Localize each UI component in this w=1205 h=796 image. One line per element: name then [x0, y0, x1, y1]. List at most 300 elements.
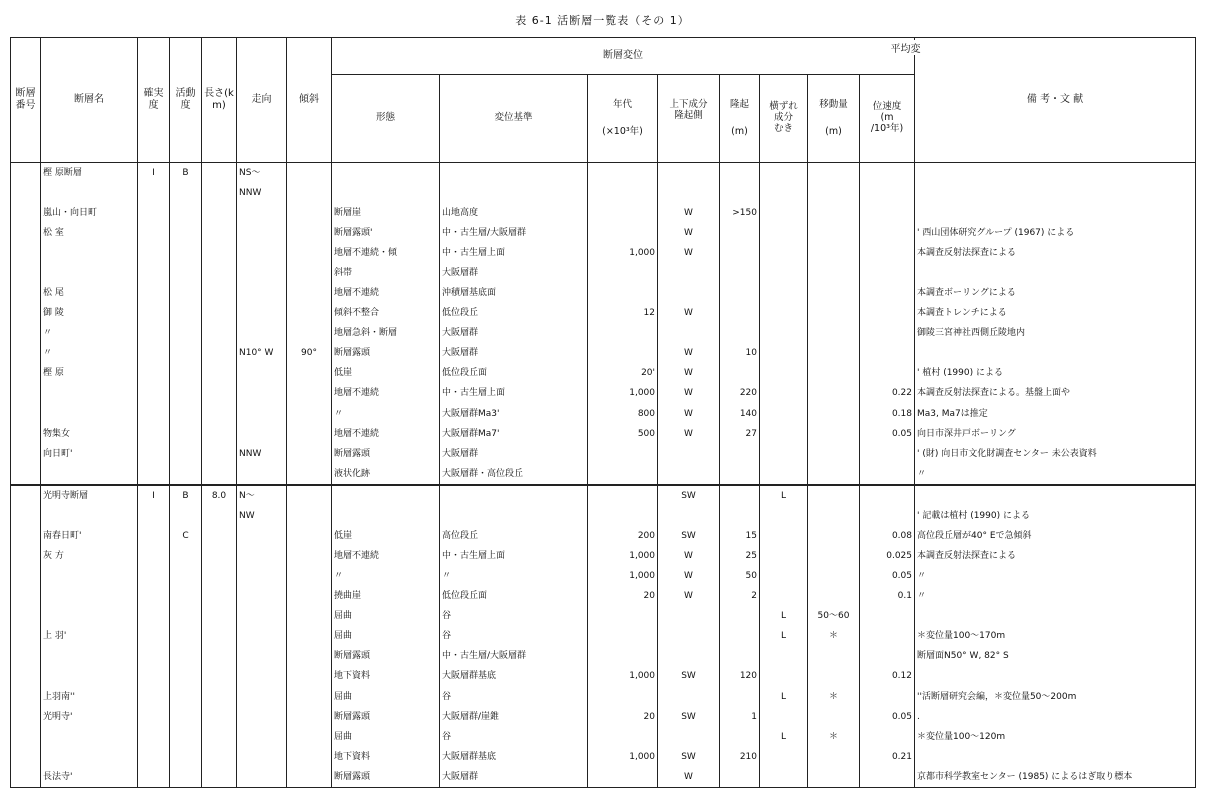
cell-form: 断層露頭 — [332, 343, 440, 363]
table-row — [11, 464, 1196, 485]
table-row — [11, 424, 1196, 444]
cell-uplift — [720, 767, 760, 788]
cell-certainty — [138, 243, 170, 263]
cell-uplift: 10 — [720, 343, 760, 363]
cell-age: 1,000 — [588, 747, 658, 767]
cell-movement — [808, 667, 860, 687]
cell-name — [41, 263, 138, 283]
cell-name: 灰 方 — [41, 546, 138, 566]
cell-uplift — [720, 647, 760, 667]
cell-vertical — [658, 606, 720, 626]
cell-basis — [440, 485, 588, 506]
cell-vertical: W — [658, 303, 720, 323]
table-row — [11, 667, 1196, 687]
header-lateral: 横ずれ 成分 むき — [760, 75, 808, 163]
cell-strike — [237, 767, 287, 788]
cell-length — [202, 647, 237, 667]
table-row — [11, 546, 1196, 566]
header-length: 長さ(km) — [202, 38, 237, 163]
cell-vertical: W — [658, 364, 720, 384]
table-row — [11, 404, 1196, 424]
cell-age — [588, 506, 658, 526]
cell-movement — [808, 747, 860, 767]
cell-strike — [237, 384, 287, 404]
cell-age: 20 — [588, 707, 658, 727]
table-row — [11, 384, 1196, 404]
cell-remarks — [915, 203, 1196, 223]
cell-name — [41, 566, 138, 586]
cell-name: 南春日町' — [41, 526, 138, 546]
cell-uplift: 140 — [720, 404, 760, 424]
cell-activity — [170, 506, 202, 526]
cell-lateral — [760, 183, 808, 203]
cell-dip — [287, 303, 332, 323]
cell-form: 傾斜不整合 — [332, 303, 440, 323]
cell-rate — [860, 767, 915, 788]
cell-length — [202, 464, 237, 485]
cell-no — [11, 424, 41, 444]
cell-no — [11, 687, 41, 707]
cell-activity — [170, 203, 202, 223]
cell-activity — [170, 586, 202, 606]
cell-rate — [860, 243, 915, 263]
cell-rate: 0.1 — [860, 586, 915, 606]
table-row — [11, 283, 1196, 303]
cell-age — [588, 162, 658, 183]
table-row — [11, 485, 1196, 506]
cell-no — [11, 364, 41, 384]
cell-strike — [237, 566, 287, 586]
cell-name: 光明寺断層 — [41, 485, 138, 506]
cell-remarks: ' 記載は植村 (1990) による — [915, 506, 1196, 526]
cell-name: 〃 — [41, 323, 138, 343]
cell-remarks — [915, 343, 1196, 363]
cell-certainty — [138, 263, 170, 283]
cell-lateral: L — [760, 485, 808, 506]
cell-uplift — [720, 303, 760, 323]
cell-activity — [170, 323, 202, 343]
cell-movement: ＊ — [808, 626, 860, 646]
cell-name — [41, 727, 138, 747]
cell-no — [11, 747, 41, 767]
table-row — [11, 767, 1196, 788]
cell-strike — [237, 404, 287, 424]
cell-basis: 大阪層群基底 — [440, 667, 588, 687]
header-activity: 活動度 — [170, 38, 202, 163]
cell-lateral — [760, 323, 808, 343]
cell-remarks — [915, 183, 1196, 203]
cell-length — [202, 727, 237, 747]
cell-lateral — [760, 546, 808, 566]
cell-age — [588, 485, 658, 506]
cell-movement: ＊ — [808, 687, 860, 707]
cell-lateral — [760, 586, 808, 606]
cell-uplift — [720, 364, 760, 384]
cell-vertical — [658, 687, 720, 707]
cell-activity — [170, 747, 202, 767]
cell-basis — [440, 162, 588, 183]
cell-name: 樫 原断層 — [41, 162, 138, 183]
cell-no — [11, 485, 41, 506]
cell-dip — [287, 606, 332, 626]
cell-form: 地下資料 — [332, 667, 440, 687]
cell-vertical: W — [658, 424, 720, 444]
cell-dip — [287, 384, 332, 404]
cell-no — [11, 343, 41, 363]
cell-form: 断層露頭 — [332, 647, 440, 667]
cell-basis: 大阪層群基底 — [440, 747, 588, 767]
cell-length — [202, 747, 237, 767]
cell-age — [588, 444, 658, 464]
cell-age: 1,000 — [588, 546, 658, 566]
cell-strike — [237, 364, 287, 384]
cell-strike — [237, 424, 287, 444]
cell-remarks: 御陵三宮神社西側丘陵地内 — [915, 323, 1196, 343]
cell-length — [202, 526, 237, 546]
cell-vertical: W — [658, 546, 720, 566]
cell-certainty — [138, 687, 170, 707]
cell-certainty — [138, 384, 170, 404]
cell-vertical — [658, 626, 720, 646]
cell-dip — [287, 526, 332, 546]
cell-vertical: W — [658, 384, 720, 404]
cell-strike: N～ — [237, 485, 287, 506]
cell-uplift: 220 — [720, 384, 760, 404]
cell-age — [588, 183, 658, 203]
table-row — [11, 162, 1196, 183]
cell-name: 長法寺' — [41, 767, 138, 788]
cell-activity — [170, 183, 202, 203]
cell-uplift — [720, 687, 760, 707]
cell-no — [11, 323, 41, 343]
cell-movement — [808, 566, 860, 586]
cell-form — [332, 506, 440, 526]
cell-no — [11, 626, 41, 646]
cell-lateral — [760, 707, 808, 727]
cell-strike: NNW — [237, 183, 287, 203]
cell-basis: 低位段丘面 — [440, 586, 588, 606]
cell-vertical: W — [658, 566, 720, 586]
cell-basis: 谷 — [440, 687, 588, 707]
cell-movement — [808, 647, 860, 667]
cell-lateral — [760, 263, 808, 283]
cell-vertical — [658, 444, 720, 464]
cell-movement — [808, 162, 860, 183]
cell-no — [11, 404, 41, 424]
cell-basis: 中・古生層上面 — [440, 546, 588, 566]
cell-certainty — [138, 667, 170, 687]
cell-dip — [287, 424, 332, 444]
cell-movement — [808, 364, 860, 384]
cell-uplift: 210 — [720, 747, 760, 767]
cell-activity — [170, 546, 202, 566]
cell-rate: 0.21 — [860, 747, 915, 767]
cell-age: 1,000 — [588, 243, 658, 263]
header-displacement: 断層変位 — [332, 38, 915, 75]
cell-vertical: W — [658, 343, 720, 363]
cell-activity — [170, 626, 202, 646]
cell-dip — [287, 626, 332, 646]
cell-certainty — [138, 464, 170, 485]
cell-form: 断層露頭 — [332, 767, 440, 788]
cell-rate — [860, 727, 915, 747]
cell-no — [11, 223, 41, 243]
cell-movement — [808, 526, 860, 546]
table-row — [11, 364, 1196, 384]
cell-strike — [237, 606, 287, 626]
cell-remarks — [915, 485, 1196, 506]
cell-lateral — [760, 364, 808, 384]
cell-rate: 0.05 — [860, 424, 915, 444]
cell-rate — [860, 223, 915, 243]
cell-basis: 大阪層群 — [440, 343, 588, 363]
cell-activity: B — [170, 162, 202, 183]
cell-name: 上 羽' — [41, 626, 138, 646]
cell-remarks: 〃 — [915, 464, 1196, 485]
table-row — [11, 444, 1196, 464]
cell-movement — [808, 586, 860, 606]
cell-dip — [287, 283, 332, 303]
cell-age: 800 — [588, 404, 658, 424]
cell-age — [588, 223, 658, 243]
cell-name — [41, 183, 138, 203]
cell-rate — [860, 506, 915, 526]
cell-lateral — [760, 223, 808, 243]
cell-rate — [860, 162, 915, 183]
cell-length — [202, 384, 237, 404]
cell-age: 1,000 — [588, 384, 658, 404]
cell-uplift: >150 — [720, 203, 760, 223]
cell-dip — [287, 464, 332, 485]
cell-strike: NW — [237, 506, 287, 526]
cell-strike — [237, 647, 287, 667]
cell-rate: 0.08 — [860, 526, 915, 546]
table-row — [11, 526, 1196, 546]
cell-lateral: L — [760, 687, 808, 707]
cell-length — [202, 546, 237, 566]
cell-name: 御 陵 — [41, 303, 138, 323]
cell-activity — [170, 566, 202, 586]
cell-lateral — [760, 667, 808, 687]
header-vertical: 上下成分 隆起側 — [658, 75, 720, 163]
cell-dip — [287, 747, 332, 767]
cell-age — [588, 687, 658, 707]
cell-form: 断層崖 — [332, 203, 440, 223]
cell-activity — [170, 303, 202, 323]
cell-vertical — [658, 283, 720, 303]
cell-movement — [808, 546, 860, 566]
cell-movement — [808, 343, 860, 363]
table-row — [11, 243, 1196, 263]
cell-strike: N10° W — [237, 343, 287, 363]
cell-strike — [237, 667, 287, 687]
cell-name — [41, 464, 138, 485]
cell-lateral — [760, 464, 808, 485]
cell-activity — [170, 364, 202, 384]
cell-form: 地下資料 — [332, 747, 440, 767]
cell-uplift — [720, 626, 760, 646]
cell-no — [11, 283, 41, 303]
cell-remarks: ＊変位量100～170m — [915, 626, 1196, 646]
cell-vertical: SW — [658, 526, 720, 546]
cell-rate: 0.05 — [860, 566, 915, 586]
cell-uplift — [720, 263, 760, 283]
cell-dip — [287, 647, 332, 667]
cell-uplift: 1 — [720, 707, 760, 727]
cell-no — [11, 183, 41, 203]
cell-rate — [860, 323, 915, 343]
cell-rate — [860, 687, 915, 707]
cell-uplift: 120 — [720, 667, 760, 687]
cell-dip — [287, 444, 332, 464]
cell-age — [588, 626, 658, 646]
table-row — [11, 647, 1196, 667]
cell-age: 1,000 — [588, 566, 658, 586]
cell-name — [41, 404, 138, 424]
table-row — [11, 626, 1196, 646]
cell-length — [202, 444, 237, 464]
cell-basis: 大阪層群 — [440, 444, 588, 464]
cell-remarks: Ma3, Ma7は推定 — [915, 404, 1196, 424]
cell-rate — [860, 183, 915, 203]
cell-vertical — [658, 464, 720, 485]
cell-strike — [237, 526, 287, 546]
cell-remarks: ' 植村 (1990) による — [915, 364, 1196, 384]
cell-length — [202, 162, 237, 183]
cell-basis: 中・古生層上面 — [440, 384, 588, 404]
cell-rate — [860, 263, 915, 283]
cell-strike: NNW — [237, 444, 287, 464]
cell-length — [202, 586, 237, 606]
cell-strike: NS～ — [237, 162, 287, 183]
cell-vertical: SW — [658, 707, 720, 727]
cell-no — [11, 162, 41, 183]
cell-name — [41, 243, 138, 263]
cell-certainty — [138, 404, 170, 424]
cell-movement: ＊ — [808, 727, 860, 747]
cell-dip — [287, 223, 332, 243]
cell-lateral — [760, 767, 808, 788]
cell-strike — [237, 283, 287, 303]
cell-length — [202, 404, 237, 424]
header-basis: 変位基準 — [440, 75, 588, 163]
cell-age: 200 — [588, 526, 658, 546]
cell-remarks: ' 西山団体研究グループ (1967) による — [915, 223, 1196, 243]
header-dip: 傾斜 — [287, 38, 332, 163]
cell-rate — [860, 364, 915, 384]
cell-uplift — [720, 183, 760, 203]
cell-vertical: W — [658, 223, 720, 243]
cell-form: 断層露頭 — [332, 444, 440, 464]
cell-form: 地層不連続 — [332, 546, 440, 566]
header-strike: 走向 — [237, 38, 287, 163]
cell-lateral — [760, 526, 808, 546]
cell-dip — [287, 485, 332, 506]
cell-activity — [170, 667, 202, 687]
cell-age: 20 — [588, 586, 658, 606]
cell-name: 〃 — [41, 343, 138, 363]
cell-vertical: W — [658, 586, 720, 606]
cell-activity — [170, 283, 202, 303]
cell-lateral — [760, 506, 808, 526]
cell-dip — [287, 162, 332, 183]
cell-lateral — [760, 162, 808, 183]
cell-length — [202, 323, 237, 343]
cell-remarks: 断層面N50° W, 82° S — [915, 647, 1196, 667]
header-uplift: 隆起 (m) — [720, 75, 760, 163]
cell-vertical — [658, 323, 720, 343]
cell-movement — [808, 303, 860, 323]
cell-uplift — [720, 727, 760, 747]
cell-length — [202, 566, 237, 586]
cell-length — [202, 203, 237, 223]
cell-remarks: 京都市科学教室センター (1985) によるはぎ取り標本 — [915, 767, 1196, 788]
cell-form: 屈曲 — [332, 727, 440, 747]
cell-activity — [170, 384, 202, 404]
cell-no — [11, 767, 41, 788]
cell-remarks — [915, 747, 1196, 767]
cell-lateral — [760, 404, 808, 424]
cell-lateral — [760, 647, 808, 667]
cell-vertical: W — [658, 243, 720, 263]
cell-lateral — [760, 747, 808, 767]
cell-lateral — [760, 444, 808, 464]
cell-activity: C — [170, 526, 202, 546]
cell-lateral — [760, 283, 808, 303]
cell-no — [11, 546, 41, 566]
cell-rate — [860, 283, 915, 303]
cell-certainty — [138, 566, 170, 586]
cell-lateral — [760, 343, 808, 363]
cell-dip — [287, 263, 332, 283]
cell-dip — [287, 183, 332, 203]
cell-dip — [287, 323, 332, 343]
cell-remarks: 高位段丘層が40° Eで急傾斜 — [915, 526, 1196, 546]
table-row — [11, 183, 1196, 203]
cell-lateral — [760, 243, 808, 263]
table-row — [11, 263, 1196, 283]
cell-no — [11, 243, 41, 263]
cell-certainty — [138, 586, 170, 606]
cell-certainty — [138, 283, 170, 303]
cell-rate: 0.025 — [860, 546, 915, 566]
cell-certainty — [138, 424, 170, 444]
cell-age — [588, 647, 658, 667]
cell-no — [11, 727, 41, 747]
cell-age — [588, 464, 658, 485]
cell-basis: 大阪層群/崖錐 — [440, 707, 588, 727]
cell-activity — [170, 444, 202, 464]
cell-strike — [237, 464, 287, 485]
cell-form: 地層不連続・傾 — [332, 243, 440, 263]
cell-no — [11, 203, 41, 223]
cell-remarks: 本調査ボーリングによる — [915, 283, 1196, 303]
cell-rate: 0.22 — [860, 384, 915, 404]
header-form: 形態 — [332, 75, 440, 163]
cell-dip — [287, 404, 332, 424]
cell-uplift: 2 — [720, 586, 760, 606]
cell-uplift — [720, 444, 760, 464]
cell-remarks: ''活断層研究会編，＊変位量50～200m — [915, 687, 1196, 707]
cell-basis: 山地高度 — [440, 203, 588, 223]
cell-rate: 0.05 — [860, 707, 915, 727]
cell-rate — [860, 485, 915, 506]
cell-certainty — [138, 526, 170, 546]
header-age: 年代 (×10³年) — [588, 75, 658, 163]
cell-certainty — [138, 546, 170, 566]
cell-dip — [287, 586, 332, 606]
cell-dip — [287, 506, 332, 526]
